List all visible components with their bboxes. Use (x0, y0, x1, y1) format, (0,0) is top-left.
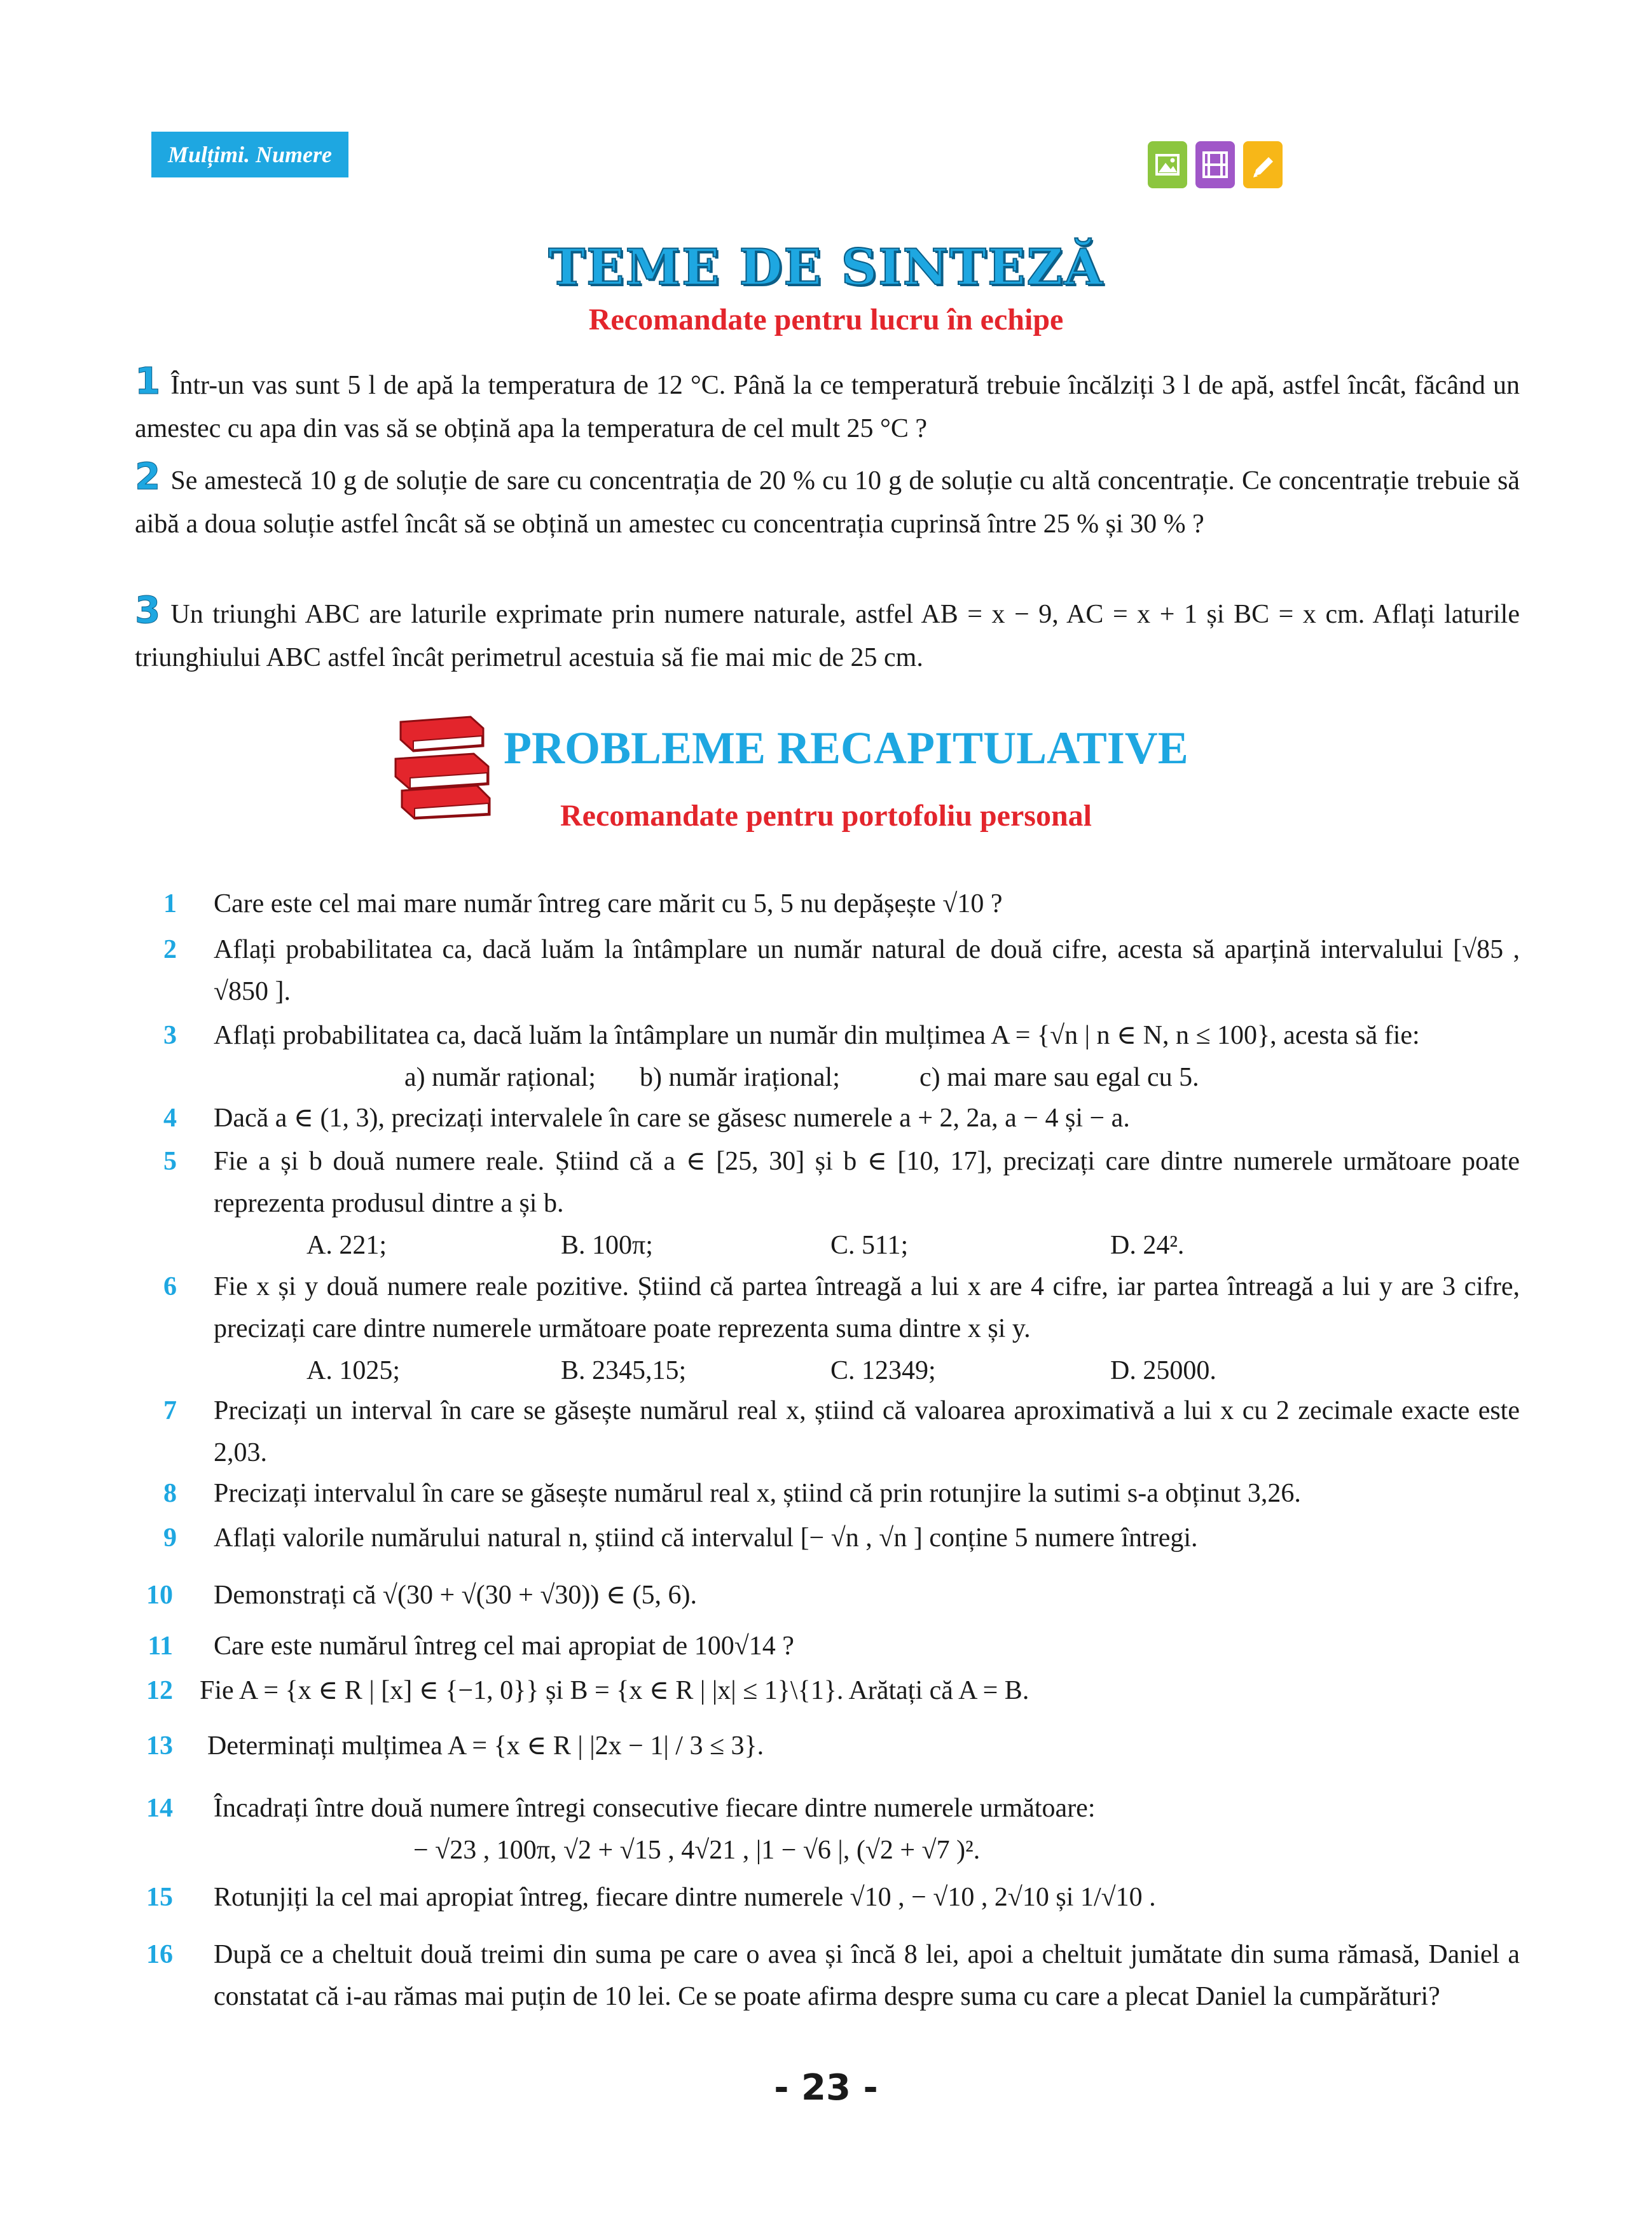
problem-text: Aflați probabilitatea ca, dacă luăm la întâmplare un număr natural de două cifre, acesta să aparțină intervalului [√85 , √850 ]. (214, 935, 1520, 1006)
film-icon[interactable] (1195, 141, 1235, 188)
problem-number: 4 (163, 1104, 177, 1133)
option: B. 2345,15; (561, 1356, 687, 1385)
problem-text: Precizați intervalul în care se găsește numărul real x, știind că prin rotunjire la sutimi s-a obținut 3,26. (214, 1479, 1301, 1508)
teme-item-text: Într-un vas sunt 5 l de apă la temperatura de 12 °C. Până la ce temperatură trebuie încălziți 3 l de apă, astfel încât, făcând un amestec cu apa din vas să se obțină apa la temperatura de cel mult 25 °C ? (135, 371, 1520, 443)
teme-item-text: Un triunghi ABC are laturile exprimate prin numere naturale, astfel AB = x − 9, AC = x + 1 și BC = x cm. Aflați laturile triunghiului ABC astfel încât perimetrul acestuia să fie mai mic de 25 cm. (135, 600, 1520, 672)
problem-2 (159, 929, 1520, 1013)
section-title-teme: TEME DE SINTEZĂ (548, 239, 1104, 296)
teme-item-number: 2 (135, 455, 161, 498)
teme-item-2 (135, 455, 1520, 546)
problem-1 (159, 883, 1520, 925)
problem-text: Aflați probabilitatea ca, dacă luăm la întâmplare un număr din mulțimea A = {√n | n ∈ N, n ≤ 100}, acesta să fie: (214, 1021, 1420, 1050)
problem-text: Fie x și y două numere reale pozitive. Știind că partea întreagă a lui x are 4 cifre, iar partea întreagă a lui y are 3 cifre, precizați care dintre numerele următoare poate reprezenta suma dintre x și y. (214, 1272, 1520, 1343)
pencil-icon[interactable] (1243, 141, 1283, 188)
problem-text: Demonstrați că √(30 + √(30 + √30)) ∈ (5, 6). (214, 1581, 697, 1610)
problem-number: 14 (146, 1794, 173, 1823)
section-title-probleme: PROBLEME RECAPITULATIVE (504, 723, 1188, 773)
problem-number: 10 (146, 1581, 173, 1610)
problem-number: 5 (163, 1147, 177, 1176)
option: A. 221; (306, 1231, 387, 1260)
problem-text: Precizați un interval în care se găsește numărul real x, știind că valoarea aproximativă a lui x cu 2 zecimale exacte este 2,03. (214, 1396, 1520, 1467)
teme-item-1 (135, 359, 1520, 450)
problem-15 (146, 1876, 1520, 1918)
page-number: - 23 - (774, 2067, 878, 2109)
teme-item-3 (135, 588, 1520, 679)
problem-12 (146, 1670, 1520, 1712)
teme-item-number: 1 (135, 359, 161, 403)
problem-number: 1 (163, 889, 177, 918)
problem-11 (148, 1625, 1520, 1667)
problem-text: Care este numărul întreg cel mai apropiat de 100√14 ? (214, 1631, 794, 1661)
problem-number: 9 (163, 1523, 177, 1553)
option: D. 25000. (1110, 1356, 1216, 1385)
problem-number: 15 (146, 1883, 173, 1912)
problem-options (159, 1056, 1520, 1098)
problem-text: Fie A = {x ∈ R | [x] ∈ {−1, 0}} și B = {x ∈ R | |x| ≤ 1}\{1}. Arătați că A = B. (200, 1676, 1029, 1705)
problem-3 (159, 1015, 1520, 1098)
option: b) număr irațional; (640, 1063, 840, 1092)
problem-10 (146, 1574, 1520, 1616)
problem-number: 8 (163, 1479, 177, 1508)
problem-numbers-list: − √23 , 100π, √2 + √15 , 4√21 , |1 − √6 |, (√2 + √7 )². (413, 1836, 981, 1865)
problem-4 (159, 1097, 1520, 1139)
problem-5 (159, 1140, 1520, 1266)
problem-number: 6 (163, 1272, 177, 1301)
problem-options (159, 1224, 1520, 1266)
problem-7 (159, 1390, 1520, 1474)
option: a) număr rațional; (404, 1063, 596, 1092)
problem-8 (159, 1472, 1520, 1514)
problem-6 (159, 1266, 1520, 1392)
problem-text: Fie a și b două numere reale. Știind că a ∈ [25, 30] și b ∈ [10, 17], precizați care dintre numerele următoare poate reprezenta produsul dintre a și b. (214, 1147, 1520, 1218)
problem-text: Care este cel mai mare număr întreg care mărit cu 5, 5 nu depășește √10 ? (214, 889, 1003, 918)
problem-options (159, 1350, 1520, 1392)
teme-item-text: Se amestecă 10 g de soluție de sare cu concentrația de 20 % cu 10 g de soluție cu altă concentrație. Ce concentrație trebuie să aibă a doua soluție astfel încât să se obțină un amestec cu concentrația cuprinsă între 25 % și 30 % ? (135, 466, 1520, 539)
problem-14 (146, 1787, 1520, 1871)
problem-text: Rotunjiți la cel mai apropiat întreg, fiecare dintre numerele √10 , − √10 , 2√10 și 1/√10 . (214, 1883, 1156, 1912)
problem-text: Dacă a ∈ (1, 3), precizați intervalele în care se găsesc numerele a + 2, 2a, a − 4 și − a. (214, 1104, 1130, 1133)
option: D. 24². (1110, 1231, 1185, 1260)
section-subtitle-probleme: Recomandate pentru portofoliu personal (560, 799, 1092, 833)
teme-item-number: 3 (135, 588, 161, 632)
section-subtitle-teme: Recomandate pentru lucru în echipe (588, 303, 1064, 336)
problem-text: După ce a cheltuit două treimi din suma pe care o avea și încă 8 lei, apoi a cheltuit jumătate din suma rămasă, Daniel a constatat că i-au rămas mai puțin de 10 lei. Ce se poate afirma despre suma cu care a plecat Daniel la cumpărături? (214, 1940, 1520, 2011)
option: A. 1025; (306, 1356, 400, 1385)
problem-number: 12 (146, 1676, 173, 1705)
problem-16 (146, 1934, 1520, 2018)
problem-number: 2 (163, 935, 177, 964)
problem-number: 16 (146, 1940, 173, 1969)
option: C. 12349; (830, 1356, 936, 1385)
problem-text: Aflați valorile numărului natural n, știind că intervalul [− √n , √n ] conține 5 numere întregi. (214, 1523, 1198, 1553)
problem-text: Determinați mulțimea A = {x ∈ R | |2x − 1| / 3 ≤ 3}. (207, 1731, 764, 1761)
problem-number: 7 (163, 1396, 177, 1425)
image-icon[interactable] (1148, 141, 1187, 188)
problem-13 (146, 1725, 1520, 1767)
problem-text: Încadrați între două numere întregi consecutive fiecare dintre numerele următoare: (214, 1794, 1096, 1823)
chapter-badge: Mulțimi. Numere (151, 132, 348, 177)
option: C. 511; (830, 1231, 909, 1260)
problem-number: 11 (148, 1631, 173, 1661)
option: B. 100π; (561, 1231, 653, 1260)
problem-number: 13 (146, 1731, 173, 1761)
problem-number: 3 (163, 1021, 177, 1050)
option: c) mai mare sau egal cu 5. (919, 1063, 1199, 1092)
problem-9 (159, 1517, 1520, 1559)
